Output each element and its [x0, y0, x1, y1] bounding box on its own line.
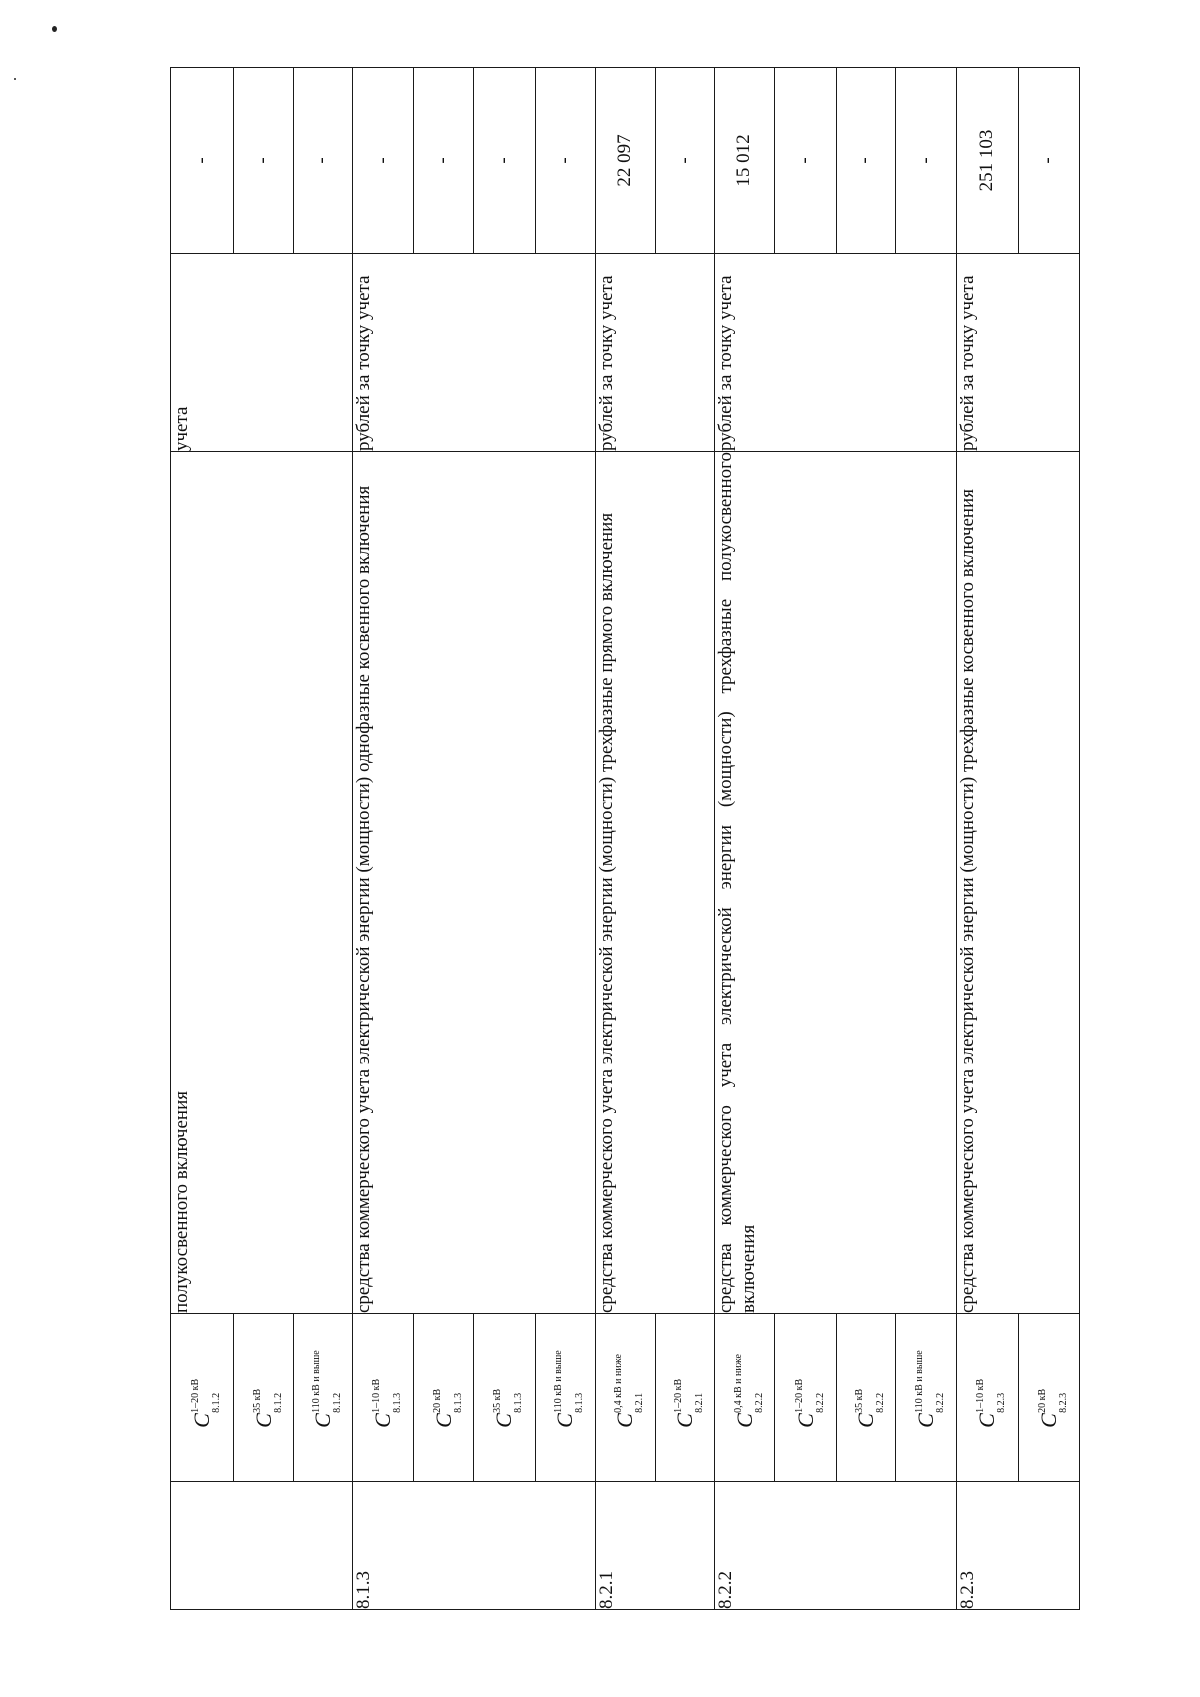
value-cell: -: [414, 68, 474, 254]
value-cell: 22 097: [595, 68, 655, 254]
value-cell: -: [352, 68, 413, 254]
unit-cell: учета: [171, 254, 353, 452]
unit-cell: рублей за точку учета: [957, 254, 1080, 452]
table-row: [715, 68, 775, 1610]
unit-cell: рублей за точку учета: [352, 254, 595, 452]
row-description: средства коммерческого учета электрической энергии (мощности) трехфазные косвенного включения: [957, 452, 1080, 1314]
row-description: средства коммерческого учета электрической энергии (мощности) трехфазные полукосвенного включения: [715, 452, 957, 1314]
unit-cell: рублей за точку учета: [715, 254, 957, 452]
value-cell: -: [1018, 68, 1079, 254]
rate-symbol: C 1–10 кВ 8.1.3: [352, 1314, 413, 1482]
rate-symbol: C 1–20 кВ 8.2.2: [775, 1314, 836, 1482]
rate-symbol: C 1–20 кВ 8.2.1: [656, 1314, 715, 1482]
row-description: полукосвенного включения: [171, 452, 353, 1314]
tariff-table: [170, 67, 1080, 1610]
table-row: [595, 68, 655, 1610]
value-cell: -: [775, 68, 836, 254]
scan-speck: [52, 26, 57, 32]
rate-symbol: C 35 кВ 8.1.3: [474, 1314, 535, 1482]
rate-symbol: C 35 кВ 8.2.2: [836, 1314, 895, 1482]
rate-symbol: C 0,4 кВ и ниже 8.2.2: [715, 1314, 775, 1482]
row-number: 8.2.3: [957, 1482, 1080, 1610]
row-description: средства коммерческого учета электрической энергии (мощности) однофазные косвенного включения: [352, 452, 595, 1314]
rate-symbol: C 35 кВ 8.1.2: [234, 1314, 293, 1482]
value-cell: 251 103: [957, 68, 1018, 254]
row-number: 8.2.2: [715, 1482, 957, 1610]
row-description: средства коммерческого учета электрической энергии (мощности) трехфазные прямого включения: [595, 452, 714, 1314]
row-number: 8.2.1: [595, 1482, 714, 1610]
rate-symbol: C 110 кВ и выше 8.2.2: [895, 1314, 956, 1482]
table-row: [957, 68, 1018, 1610]
rate-symbol: C 110 кВ и выше 8.1.3: [535, 1314, 595, 1482]
table-row: [352, 68, 413, 1610]
row-number: 8.1.3: [352, 1482, 595, 1610]
value-cell: -: [234, 68, 293, 254]
value-cell: -: [293, 68, 352, 254]
rate-symbol: C 1–20 кВ 8.1.2: [171, 1314, 234, 1482]
value-cell: 15 012: [715, 68, 775, 254]
rate-symbol: C 20 кВ 8.2.3: [1018, 1314, 1079, 1482]
value-cell: -: [171, 68, 234, 254]
unit-cell: рублей за точку учета: [595, 254, 714, 452]
value-cell: -: [535, 68, 595, 254]
row-number: [171, 1482, 353, 1610]
table-row: [171, 68, 234, 1610]
rate-symbol: C 0,4 кВ и ниже 8.2.1: [595, 1314, 655, 1482]
value-cell: -: [474, 68, 535, 254]
value-cell: -: [895, 68, 956, 254]
value-cell: -: [656, 68, 715, 254]
rate-symbol: C 110 кВ и выше 8.1.2: [293, 1314, 352, 1482]
rate-symbol: C 20 кВ 8.1.3: [414, 1314, 474, 1482]
rotated-table-wrapper: [170, 68, 1080, 1610]
value-cell: -: [836, 68, 895, 254]
rate-symbol: C 1–10 кВ 8.2.3: [957, 1314, 1018, 1482]
scan-speck: [14, 78, 16, 80]
